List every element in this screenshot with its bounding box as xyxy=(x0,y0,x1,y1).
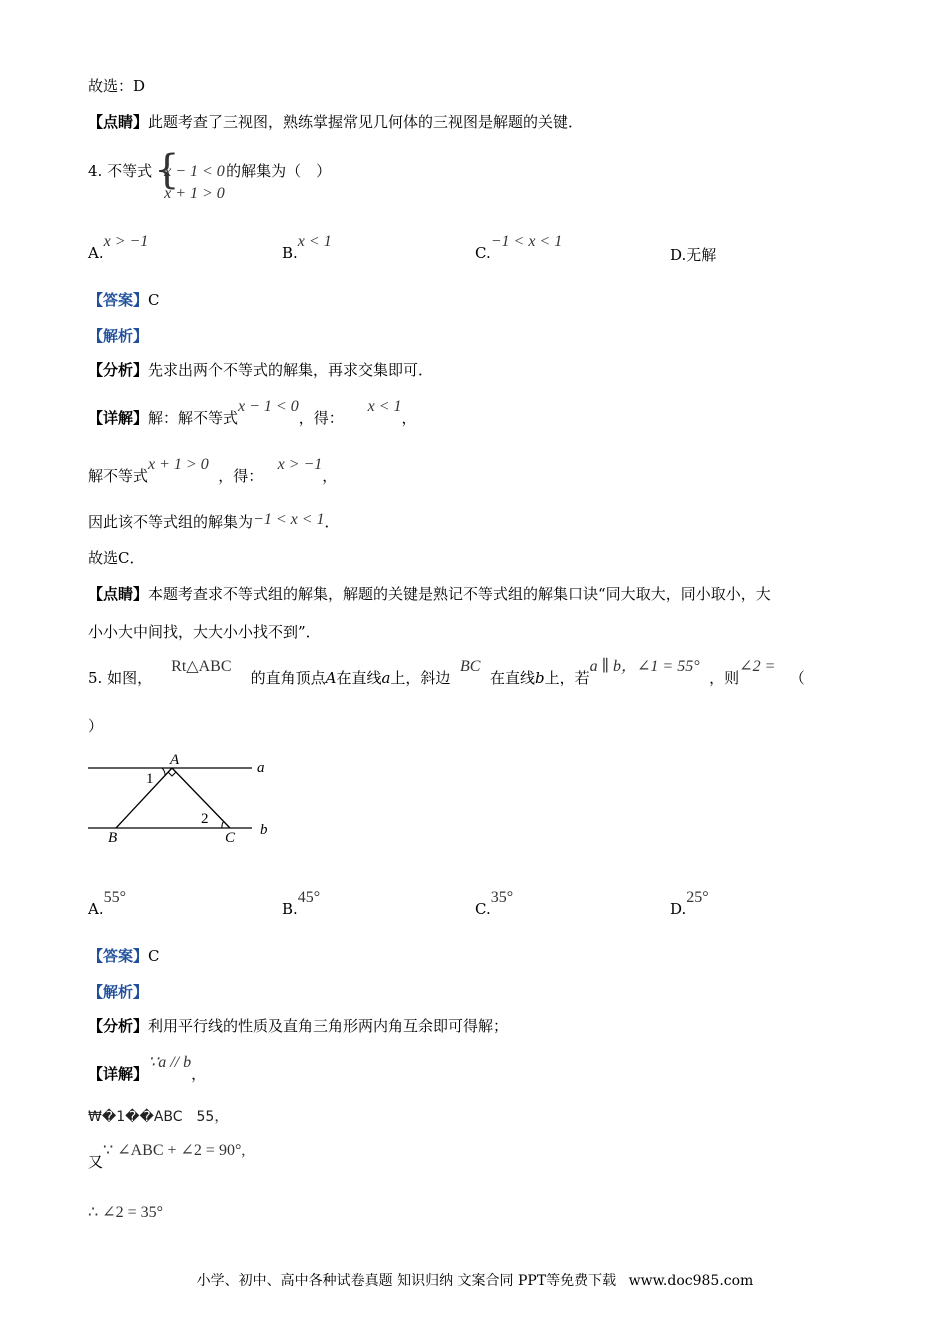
q5-option-c: C.35° xyxy=(475,889,514,918)
q4-dianjing-line1: 【点睛】本题考查求不等式组的解集，解题的关键是熟记不等式组的解集口诀“同大取大，同小取小，大 xyxy=(88,585,771,603)
q4-analysis-tag: 【解析】 xyxy=(88,327,149,345)
page-footer xyxy=(0,1270,950,1290)
angle-1-arc xyxy=(162,768,165,776)
q4-option-b: B.x < 1 xyxy=(282,233,332,262)
q4-xiangjie-line2: 解不等式x + 1 > 0 ，得： x > −1， xyxy=(88,456,338,485)
gu-xuan-d: 故选：D xyxy=(88,77,146,95)
label-2: 2 xyxy=(201,811,209,827)
q5-xiangjie: 【详解】∵a // b， xyxy=(88,1054,207,1083)
q4-dianjing-line2: 小小大中间找，大大小小找不到”． xyxy=(88,623,321,641)
label-a: a xyxy=(257,760,265,776)
footer-text: 小学、初中、高中各种试卷真题 知识归纳 文案合同 PPT等免费下载 xyxy=(196,1273,617,1289)
dianjing-1: 【点睛】此题考查了三视图，熟练掌握常见几何体的三视图是解题的关键． xyxy=(88,113,584,131)
q4-option-d: D.无解 xyxy=(670,246,717,264)
label-A: A xyxy=(170,752,180,768)
q5-garbled-line: ₩�1��ABC 55， xyxy=(88,1109,229,1125)
dianjing-tag: 【点睛】 xyxy=(88,113,149,131)
q5-option-d: D.25° xyxy=(670,889,709,918)
right-angle-mark xyxy=(168,772,176,776)
q4-gu-xuan: 故选C． xyxy=(88,549,145,567)
q5-therefore-line: ∴ ∠2 = 35° xyxy=(88,1204,164,1221)
label-1: 1 xyxy=(146,771,154,787)
q4-xiangjie-line1: 【详解】解：解不等式x − 1 < 0，得： x < 1， xyxy=(88,398,417,427)
footer-url[interactable]: www.doc985.com xyxy=(628,1273,754,1289)
q4-xiangjie-line3: 因此该不等式组的解集为−1 < x < 1． xyxy=(88,511,340,531)
q5-stem: 5. 如图， Rt△ABC 的直角顶点A在直线a上，斜边 BC 在直线b上，若a ∥ b，∠1 = 55° ，则∠2 = （ xyxy=(88,658,805,687)
triangle-figure xyxy=(80,748,280,848)
label-B: B xyxy=(108,830,118,846)
label-b: b xyxy=(260,822,268,838)
q5-analysis-tag: 【解析】 xyxy=(88,983,149,1001)
side-ab xyxy=(116,768,172,828)
angle-2-arc xyxy=(222,821,224,828)
q5-fenxi: 【分析】利用平行线的性质及直角三角形两内角互余即可得解； xyxy=(88,1017,509,1035)
label-C: C xyxy=(225,830,236,846)
q5-you-line: 又∵ ∠ABC + ∠2 = 90°, xyxy=(88,1142,246,1171)
inequality-system: { x − 1 < 0 x + 1 > 0 xyxy=(154,147,225,202)
q4-answer: 【答案】C xyxy=(88,291,160,309)
q5-stem-close: ） xyxy=(88,717,104,735)
q4-fenxi: 【分析】先求出两个不等式的解集，再求交集即可． xyxy=(88,361,434,379)
q5-answer: 【答案】C xyxy=(88,947,160,965)
q4-stem: 4. 不等式 { x − 1 < 0 x + 1 > 0 的解集为（ ） xyxy=(88,147,332,202)
q5-option-a: A.55° xyxy=(88,889,127,918)
q4-option-a: A.x > −1 xyxy=(88,233,149,262)
q4-option-c: C.−1 < x < 1 xyxy=(475,233,563,262)
q5-option-b: B.45° xyxy=(282,889,321,918)
